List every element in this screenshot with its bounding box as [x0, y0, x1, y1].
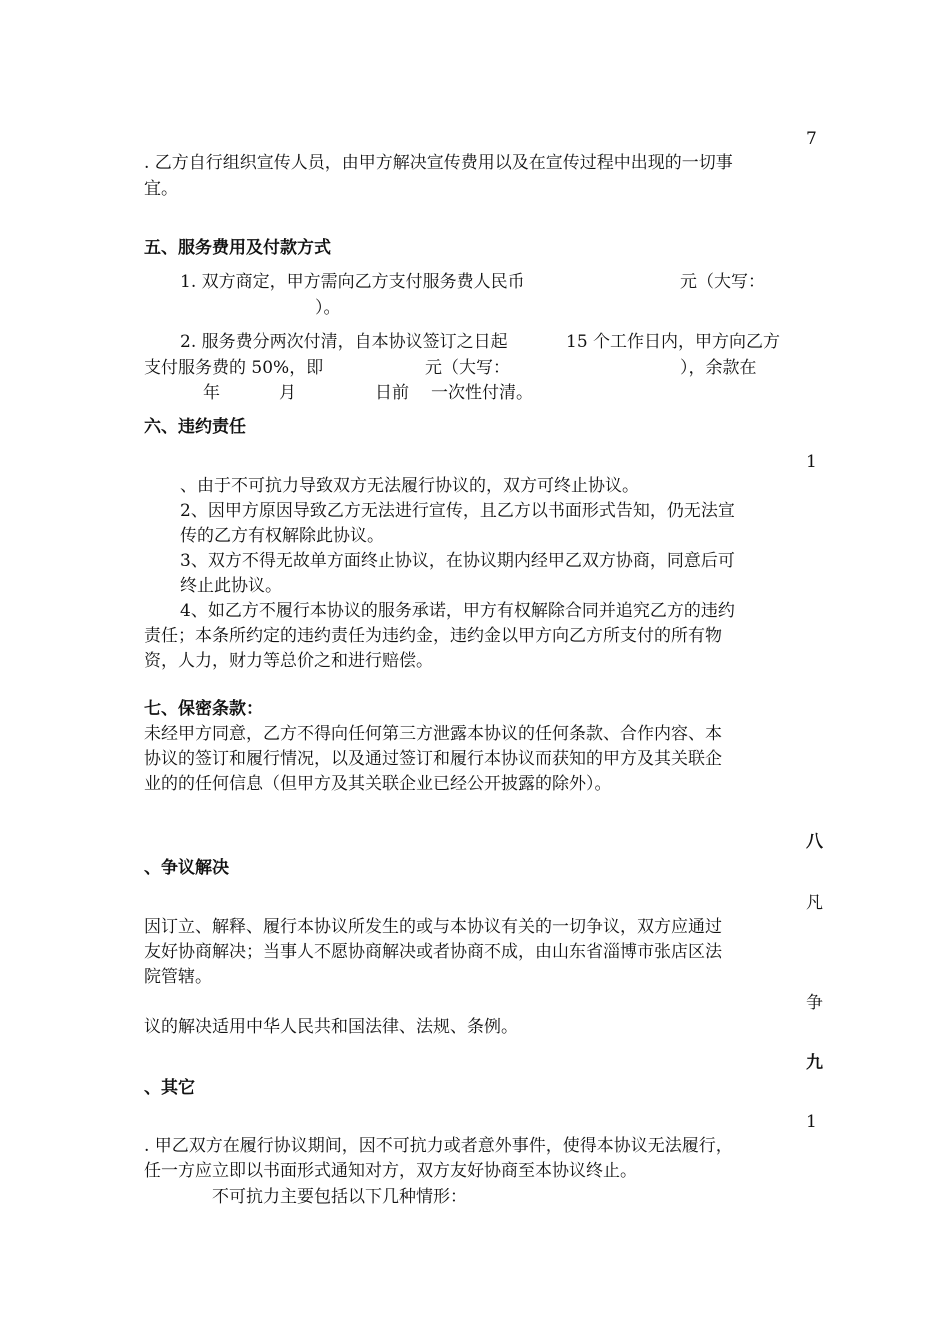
s6-item-4-line-1: 4、如乙方不履行本协议的服务承诺，甲方有权解除合同并追究乙方的违约	[180, 601, 735, 621]
s6-number-marker: 1	[806, 452, 817, 472]
s5-item2-year: 年	[203, 383, 220, 403]
s6-item-4-line-3: 资，人力，财力等总价之和进行赔偿。	[144, 651, 433, 671]
clause-7-line-1: . 乙方自行组织宣传人员，由甲方解决宣传费用以及在宣传过程中出现的一切事	[144, 153, 733, 173]
section-7-heading: 七、保密条款：	[144, 699, 263, 719]
s7-line-2: 协议的签订和履行情况，以及通过签订和履行本协议而获知的甲方及其关联企	[144, 749, 722, 769]
s6-item-4-line-2: 责任；本条所约定的违约责任为违约金，违约金以甲方向乙方所支付的所有物	[144, 626, 722, 646]
s7-line-3: 业的的任何信息（但甲方及其关联企业已经公开披露的除外）。	[144, 774, 612, 794]
s5-item2-percent: 支付服务费的 50%，即	[144, 358, 324, 378]
s9-line-2: 任一方应立即以书面形式通知对方，双方友好协商至本协议终止。	[144, 1161, 637, 1181]
s5-item1-amount-label: 元（大写：	[680, 272, 765, 292]
s5-item2-days: 15 个工作日内，甲方向乙方	[566, 332, 781, 352]
s8-marker-zheng: 争	[806, 993, 823, 1013]
s5-item2-text: 2. 服务费分两次付清，自本协议签订之日起	[180, 332, 508, 352]
s6-item-3-line-2: 终止此协议。	[180, 576, 282, 596]
s5-item2-pay-once: 一次性付清。	[431, 383, 533, 403]
s8-line-1: 因订立、解释、履行本协议所发生的或与本协议有关的一切争议，双方应通过	[144, 917, 722, 937]
s8-marker-fan: 凡	[806, 893, 823, 913]
section-8-heading: 、争议解决	[144, 858, 229, 878]
s8-line-2: 友好协商解决；当事人不愿协商解决或者协商不成，由山东省淄博市张店区法	[144, 942, 722, 962]
clause-7-line-2: 宜。	[144, 179, 178, 199]
s6-item-3-line-1: 3、双方不得无故单方面终止协议，在协议期内经甲乙双方协商，同意后可	[180, 551, 735, 571]
s8-line-3: 院管辖。	[144, 967, 212, 987]
s6-item-1: 、由于不可抗力导致双方无法履行协议的，双方可终止协议。	[180, 476, 639, 496]
section-5-heading: 五、服务费用及付款方式	[144, 238, 331, 258]
s9-number-marker: 1	[806, 1112, 817, 1132]
s5-item2-amount-label: 元（大写：	[425, 358, 510, 378]
section-8-number: 八	[806, 832, 823, 852]
s9-line-3: 不可抗力主要包括以下几种情形：	[212, 1187, 467, 1207]
s7-line-1: 未经甲方同意，乙方不得向任何第三方泄露本协议的任何条款、合作内容、本	[144, 724, 722, 744]
section-9-heading: 、其它	[144, 1078, 195, 1098]
s5-item2-month: 月	[279, 383, 296, 403]
s5-item2-day: 日前	[375, 383, 409, 403]
section-6-heading: 六、违约责任	[144, 417, 246, 437]
s8-line-4: 议的解决适用中华人民共和国法律、法规、条例。	[144, 1017, 518, 1037]
s5-item1-text: 1. 双方商定，甲方需向乙方支付服务费人民币	[180, 272, 525, 292]
s6-item-2-line-1: 2、因甲方原因导致乙方无法进行宣传，且乙方以书面形式告知，仍无法宣	[180, 501, 735, 521]
section-9-number: 九	[806, 1053, 823, 1073]
s9-line-1: . 甲乙双方在履行协议期间，因不可抗力或者意外事件，使得本协议无法履行，	[144, 1136, 733, 1156]
clause-number-7: 7	[806, 129, 817, 149]
s6-item-2-line-2: 传的乙方有权解除此协议。	[180, 526, 384, 546]
s5-item2-balance: ），余款在	[680, 358, 757, 378]
s5-item1-close: ）。	[315, 298, 341, 318]
